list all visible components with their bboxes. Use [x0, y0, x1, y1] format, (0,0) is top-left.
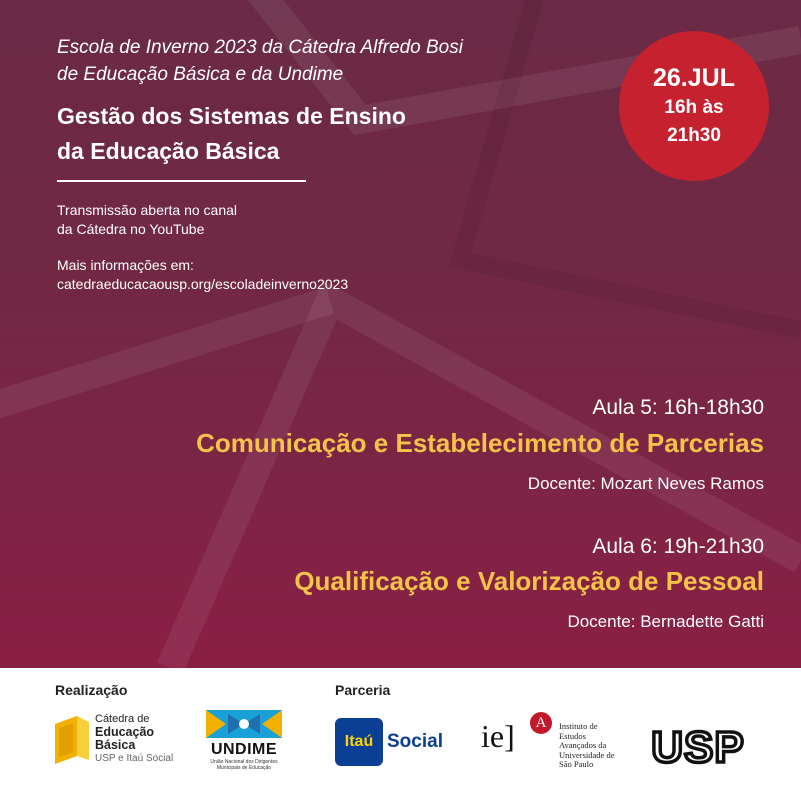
more-info-label: Mais informações em:	[57, 257, 194, 273]
catedra-text	[95, 713, 173, 765]
badge-time-line-1: 16h às	[664, 96, 724, 118]
title-underline	[57, 180, 306, 182]
itau-social-text: Social	[387, 731, 443, 752]
iea-logo	[479, 712, 629, 772]
catedra-logo	[55, 710, 185, 770]
catedra-line-4: USP e Itaú Social	[95, 753, 174, 764]
catedra-line-1: Cátedra de	[95, 713, 150, 725]
undime-subtitle	[203, 759, 285, 771]
itau-box: Itaú	[335, 718, 383, 766]
undime-sub-line-1: União Nacional dos Dirigentes	[210, 759, 278, 765]
iea-line-1: Instituto de	[559, 721, 598, 731]
iea-text	[559, 722, 614, 770]
session-5-course: Comunicação e Estabelecimento de Parcerias	[196, 428, 764, 458]
undime-sub-line-2: Municipais de Educação	[216, 765, 272, 771]
session-6-docente: Docente: Bernadette Gatti	[567, 612, 764, 631]
iea-line-3: Avançados da	[559, 740, 607, 750]
catedra-line-3: Básica	[95, 738, 136, 752]
realizacao-label: Realização	[55, 682, 128, 698]
session-5-time: Aula 5: 16h-18h30	[592, 396, 764, 419]
title-line-2: da Educação Básica	[57, 138, 280, 164]
iea-circle-icon: A	[530, 712, 552, 734]
stream-info	[57, 201, 237, 239]
more-info	[57, 256, 348, 294]
title-line-1: Gestão dos Sistemas de Ensino	[57, 103, 406, 129]
session-6-course: Qualificação e Valorização de Pessoal	[294, 566, 764, 596]
undime-logo	[203, 710, 285, 770]
parceria-label: Parceria	[335, 682, 391, 698]
badge-time-line-2: 21h30	[667, 124, 721, 146]
intro-line-1: Escola de Inverno 2023 da Cátedra Alfredo Bosi	[57, 37, 463, 58]
undime-emblem-icon	[206, 710, 282, 738]
catedra-line-2: Educação	[95, 725, 155, 739]
stream-line-2: da Cátedra no YouTube	[57, 221, 205, 237]
undime-name: UNDIME	[210, 741, 278, 758]
itau-social-logo	[335, 718, 447, 766]
session-6-time: Aula 6: 19h-21h30	[592, 535, 764, 558]
iea-mark: ie]	[481, 718, 515, 754]
iea-line-2: Estudos	[559, 730, 586, 741]
intro-line-2: de Educação Básica e da Undime	[57, 64, 344, 85]
iea-line-5: São Paulo	[559, 759, 594, 769]
usp-logo	[646, 724, 750, 768]
badge-date: 26.JUL	[653, 63, 735, 92]
date-badge	[619, 31, 769, 181]
more-info-url[interactable]: catedraeducacaousp.org/escoladeinverno2023	[57, 276, 349, 292]
session-5-docente: Docente: Mozart Neves Ramos	[527, 474, 764, 493]
stream-line-1: Transmissão aberta no canal	[57, 202, 238, 218]
iea-line-4: Universidade de	[559, 749, 615, 760]
usp-wordmark: USP	[651, 724, 745, 768]
catedra-book-icon	[55, 716, 89, 764]
event-series-intro	[57, 34, 463, 88]
course-title	[57, 99, 406, 169]
